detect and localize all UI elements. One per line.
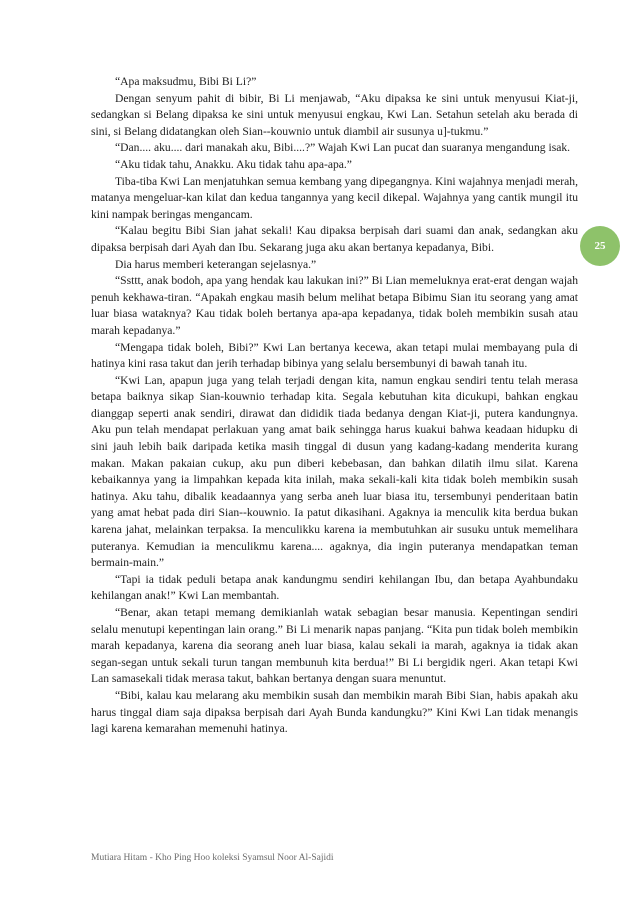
page-footer: Mutiara Hitam - Kho Ping Hoo koleksi Syamsul Noor Al-Sajidi	[91, 853, 334, 863]
paragraph: “Kalau begitu Bibi Sian jahat sekali! Kau dipaksa berpisah dari suami dan anak, sedangkan aku dipaksa berpisah dari Ayah dan Ibu. Sekarang juga aku akan bertanya kepadanya, Bibi.	[91, 224, 578, 254]
paragraph: “Kwi Lan, apapun juga yang telah terjadi dengan kita, namun engkau sendiri tentu telah merasa betapa baiknya sikap Sian-kouwnio terhadap kita. Segala kebutuhan kita dicukupi, bahkan engkau dianggap seperti anak sendiri, dirawat dan dididik tiada bedanya dengan Kiat-ji, putera kandungnya. Aku pun telah mendapat perlakuan yang amat baik sehingga harus kuakui bahwa keadaan hidupku di sini jauh lebih baik daripada ketika masih tinggal di dusun yang kadang-kadang menderita kurang makan. Makan pakaian cukup, aku pun diberi kebebasan, dan bahkan dilatih ilmu silat. Karena kebaikannya yang ia limpahkan kepada kita inilah, maka sekali-kali kita tidak boleh membikin susah hatinya. Aku tahu, dibalik keadaannya yang serba aneh luar biasa itu, tersembunyi penderitaan batin yang amat hebat pada diri Sian--kouwnio. Ia patut dikasihani. Agaknya ia menculik kita berdua bukan karena jahat, melainkan terpaksa. Ia menculikku karena ia membutuhkan air susuku untuk memelihara puteranya. Kemudian ia menculikmu karena.... agaknya, dia ingin puteranya mendapatkan teman bermain-main.”	[91, 373, 578, 570]
paragraph: “Aku tidak tahu, Anakku. Aku tidak tahu apa-apa.”	[115, 157, 352, 171]
page-number: 25	[594, 240, 606, 252]
body-text	[91, 74, 578, 738]
paragraph: Tiba-tiba Kwi Lan menjatuhkan semua kembang yang dipegangnya. Kini wajahnya menjadi merah, matanya mengeluar-kan kilat dan kedua tangannya yang kecil dikepal. Wajahnya yang cantik mungil itu kini nampak beringas mengancam.	[91, 174, 578, 221]
paragraph: Dia harus memberi keterangan sejelasnya.”	[115, 257, 317, 271]
paragraph: “Dan.... aku.... dari manakah aku, Bibi....?” Wajah Kwi Lan pucat dan suaranya mengandung isak.	[115, 141, 571, 155]
paragraph: “Ssttt, anak bodoh, apa yang hendak kau lakukan ini?” Bi Lian memeluknya erat-erat dengan wajah penuh kekhawa-tiran. “Apakah engkau masih belum melihat betapa Bibimu Sian itu seorang yang amat luar biasa wataknya? Kau tidak boleh bertanya apa-apa kepadanya, tidak boleh membikin susah atau marah kepadanya.”	[91, 274, 578, 337]
paragraph: “Mengapa tidak boleh, Bibi?” Kwi Lan bertanya kecewa, akan tetapi mulai membayang pula di hatinya kini rasa takut dan jerih terhadap bibinya yang selalu bersembunyi di bawah tanah itu.	[91, 340, 578, 371]
paragraph: “Bibi, kalau kau melarang aku membikin susah dan membikin marah Bibi Sian, habis apakah aku harus tinggal diam saja dipaksa berpisah dari Ayah Bunda kandungku?” Kini Kwi Lan tidak menangis lagi karena kemarahan memenuhi hatinya.	[91, 688, 578, 736]
page-number-badge	[580, 226, 620, 266]
paragraph: “Apa maksudmu, Bibi Bi Li?”	[115, 75, 257, 88]
paragraph: “Benar, akan tetapi memang demikianlah watak sebagian besar manusia. Kepentingan sendiri selalu menutupi kepentingan lain orang.” Bi Li menarik napas panjang. “Kita pun tidak boleh membikin marah kepadanya, karena dia seorang aneh luar biasa, kalau sekali ia marah, agaknya ia tidak akan segan-segan untuk sekali turun tangan membunuh kita berdua!” Bi Li bergidik ngeri. Akan tetapi Kwi Lan samasekali tidak merasa takut, bahkan bertanya dengan suara menuntut.	[91, 606, 578, 686]
paragraph: Dengan senyum pahit di bibir, Bi Li menjawab, “Aku dipaksa ke sini untuk menyusui Kiat-ji, sedangkan si Belang dipaksa ke sini untuk menyusui engkau, Kwi Lan. Setahun setelah aku berada di sini, si Belang didatangkan oleh Sian--kouwnio untuk diambil air susunya u]-tukmu.”	[91, 91, 578, 138]
paragraph: “Tapi ia tidak peduli betapa anak kandungmu sendiri kehilangan Ibu, dan betapa Ayahbundaku kehilangan anak!” Kwi Lan membantah.	[91, 572, 578, 603]
